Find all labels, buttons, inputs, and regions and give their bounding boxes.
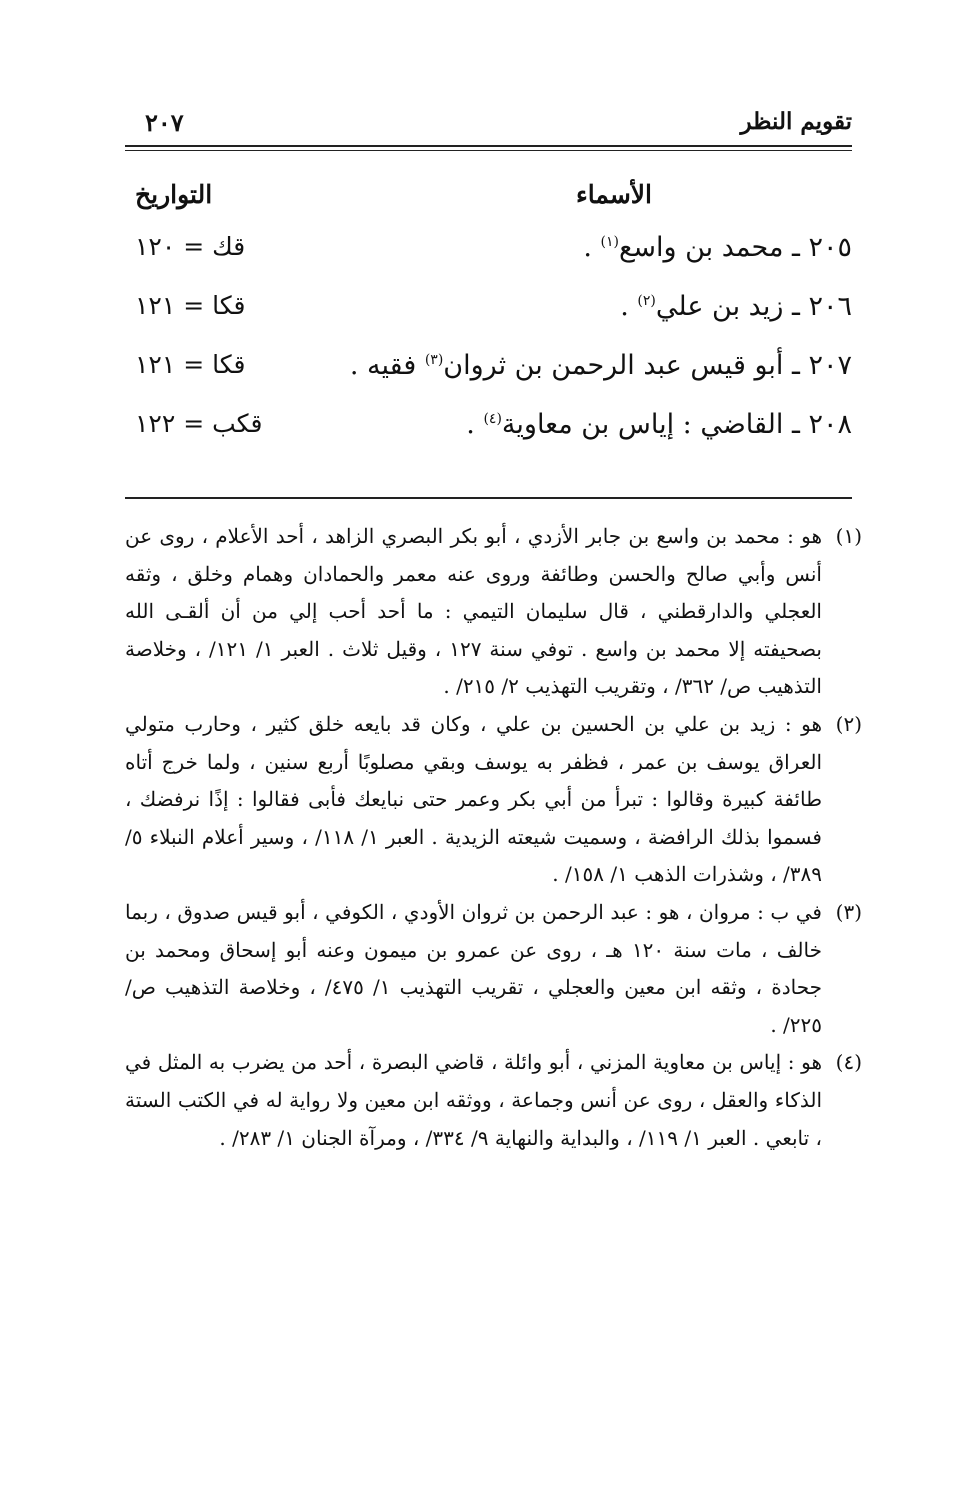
page-number: ٢٠٧ [145, 108, 184, 137]
footnote-text: هو : محمد بن واسع بن جابر الأزدي ، أبو بكر البصري الزاهد ، أحد الأعلام ، روى عن أنس وأبي صالح والحسن وطائفة وروى عنه معمر والحمادان وهمام وخلق ، وثقه العجلي والدارقطني ، قال سليمان التيمي : ما أحد أحب إلي من أن ألقـى الله بصحيفته إلا محمد بن واسع . توفي سنة ١٢٧ ، وقيل ثلاث . العبر ١/ ١٢١/ ، وخلاصة التذهيب ص/ ٣٦٢/ ، وتقريب التهذيب ٢/ ٢١٥/ . [125, 524, 823, 699]
entry-name-text: ٢٠٦ ـ زيد بن علي [655, 291, 852, 322]
footnote-1 [125, 518, 862, 706]
footnote-number: (١) [835, 524, 862, 548]
dates-column-header: التواريخ [135, 180, 213, 209]
footnote-ref[interactable]: (١) [600, 234, 619, 250]
footnote-4 [125, 1044, 862, 1157]
header-rule-thin [125, 150, 852, 151]
footnote-text: في ب : مروان ، هو : عبد الرحمن بن ثروان الأودي ، الكوفي ، أبو قيس صدوق ، ربما خالف ، مات سنة ١٢٠ هـ ، روى عن عمرو بن ميمون وعنه أبو إسحاق ومحمد بن جحادة ، وثقه ابن معين والعجلي ، تقريب التهذيب ١/ ٤٧٥/ ، وخلاصة التذهيب ص/ ٢٢٥/ . [125, 899, 822, 1037]
footnote-separator [125, 497, 852, 499]
footnote-ref[interactable]: (٢) [637, 293, 656, 309]
entry-207 [125, 350, 852, 409]
entry-name-text: ٢٠٧ ـ أبو قيس عبد الرحمن بن ثروان [443, 350, 852, 381]
footnote-text: هو : زيد بن علي بن الحسين بن علي ، وكان قد بايعه خلق كثير ، وحارب متولي العراق يوسف بن عمر ، فظفر به يوسف وبقي مصلوبًا أربع سنين ، ولما خرج أتاه طائفة كبيرة وقالوا : تبرأ من أبي بكر وعمر حتى نبايعك فأبى فقالوا : إذًا نرفضك ، فسموا بذلك الرافضة ، وسميت شيعته الزيدية . العبر ١/ ١١٨/ ، وسير أعلام النبلاء ٥/ ٣٨٩/ ، وشذرات الذهب ١/ ١٥٨/ . [125, 711, 822, 887]
entry-205 [125, 232, 852, 291]
footnote-3 [125, 894, 862, 1044]
entry-date: قكا = ١٢١ [135, 350, 246, 379]
entry-tail: . [583, 232, 601, 263]
entry-date: قكب = ١٢٢ [135, 409, 263, 438]
entry-tail: فقيه . [349, 350, 425, 381]
footnote-2 [125, 706, 862, 894]
footnote-number: (٤) [835, 1050, 862, 1075]
entry-date: قكا = ١٢١ [135, 291, 246, 320]
entry-name [620, 291, 852, 322]
entry-206 [125, 291, 852, 350]
footnote-ref[interactable]: (٣) [424, 352, 444, 368]
footnote-text: هو : إياس بن معاوية المزني ، أبو وائلة ، قاضي البصرة ، أحد من يضرب به المثل في الذكاء والعقل ، روى عن أنس وجماعة ، ووثقه ابن معين ولا رواية له في الكتب الستة ، تابعي . العبر ١/ ١١٩/ ، والبداية والنهاية ٩/ ٣٣٤/ ، ومرآة الجنان ١/ ٢٨٣/ . [125, 1050, 822, 1150]
entry-name-text: ٢٠٥ ـ محمد بن واسع [618, 232, 852, 263]
book-title: تقويم النظر [740, 108, 852, 135]
entry-208 [125, 409, 852, 468]
entry-tail: . [620, 291, 638, 322]
entry-date: قك = ١٢٠ [135, 232, 246, 261]
header-rule [125, 145, 852, 147]
entry-name [583, 232, 852, 263]
entry-tail: . [466, 409, 484, 440]
footnotes-section [125, 518, 862, 1157]
footnote-number: (٢) [835, 711, 862, 736]
entry-name-text: ٢٠٨ ـ القاضي : إياس بن معاوية [501, 409, 852, 440]
footnote-number: (٣) [835, 899, 862, 924]
entries-list [125, 232, 852, 468]
entry-name [466, 409, 852, 440]
names-column-header: الأسماء [576, 180, 652, 209]
entry-name [350, 350, 852, 381]
running-head [125, 108, 852, 148]
footnote-ref[interactable]: (٤) [483, 411, 502, 427]
